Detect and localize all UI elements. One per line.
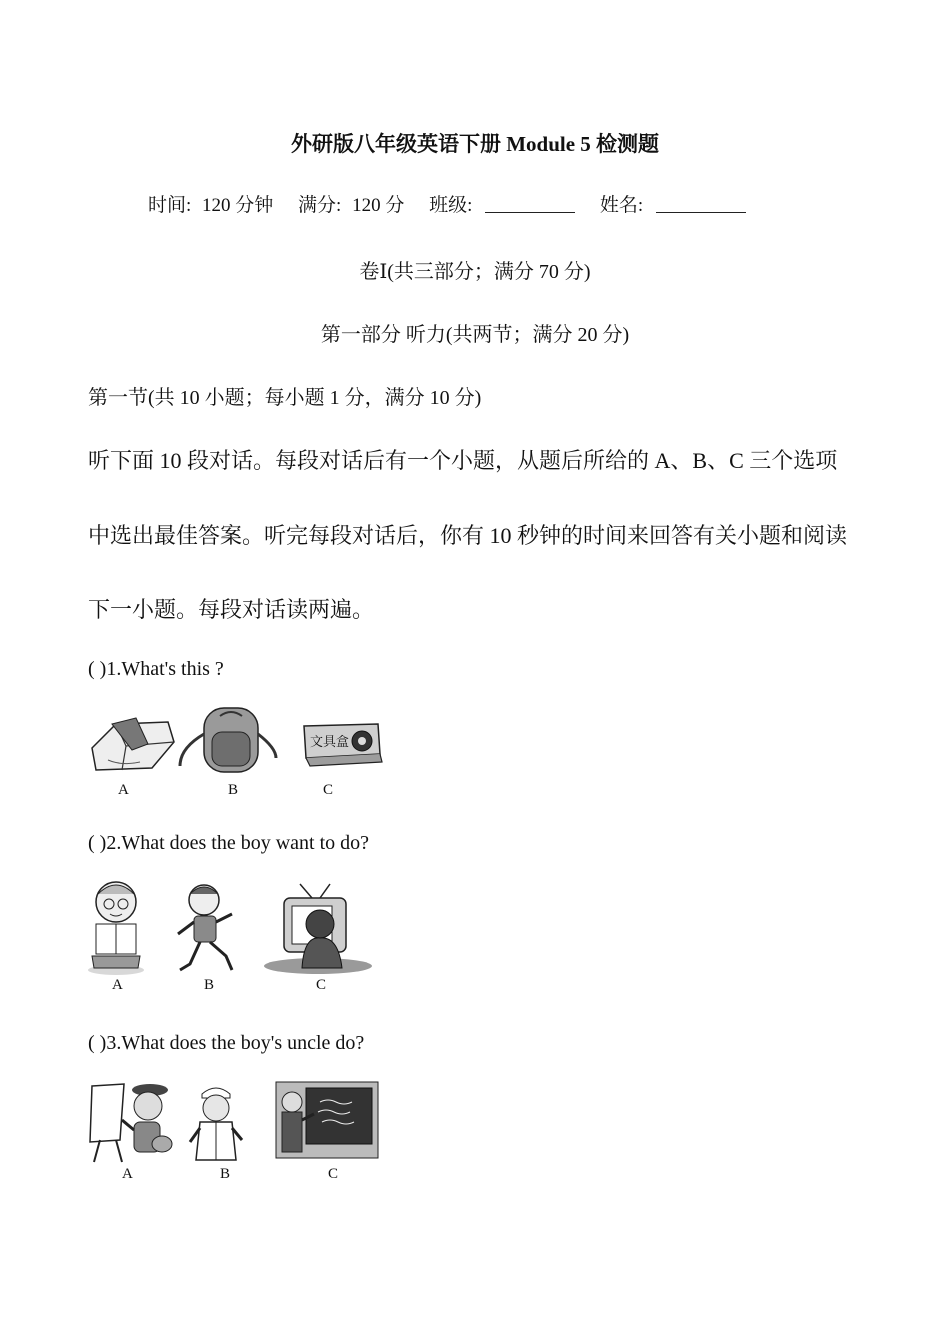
option-label: C bbox=[328, 1166, 339, 1182]
eraser-image bbox=[86, 706, 178, 776]
part-heading: 第一部分 听力(共两节；满分 20 分) bbox=[320, 324, 630, 346]
option-label: B bbox=[204, 977, 215, 993]
score-label: 满分: bbox=[298, 195, 342, 216]
volume-heading: 卷Ⅰ(共三部分；满分 70 分) bbox=[359, 261, 591, 283]
pencil-box-label: 文具盒 bbox=[310, 735, 350, 750]
section-heading: 第一节(共 10 小题；每小题 1 分，满分 10 分) bbox=[88, 387, 482, 409]
watching-tv-image bbox=[260, 880, 374, 976]
backpack-image bbox=[176, 704, 280, 776]
pencil-box-image bbox=[298, 718, 384, 770]
option-label: A bbox=[122, 1166, 133, 1182]
question-3-prompt: ( )3.What does the boy's uncle do? bbox=[88, 1032, 365, 1054]
running-boy-image bbox=[170, 880, 244, 976]
option-label: B bbox=[220, 1166, 231, 1182]
exam-meta bbox=[148, 190, 746, 217]
instruction-line: 中选出最佳答案。听完每段对话后，你有 10 秒钟的时间来回答有关小题和阅读 bbox=[88, 523, 848, 548]
class-blank[interactable] bbox=[485, 194, 575, 213]
name-blank[interactable] bbox=[656, 194, 746, 213]
option-label: A bbox=[118, 782, 129, 798]
doctor-image bbox=[188, 1080, 244, 1164]
reading-man-image bbox=[84, 878, 146, 976]
class-label: 班级: bbox=[429, 195, 473, 216]
name-label: 姓名: bbox=[599, 195, 644, 216]
score-value: 120 分 bbox=[352, 195, 405, 216]
question-2-prompt: ( )2.What does the boy want to do? bbox=[88, 832, 370, 854]
teacher-image bbox=[270, 1080, 380, 1164]
time-label: 时间: bbox=[148, 195, 192, 216]
option-label: B bbox=[228, 782, 239, 798]
option-label: C bbox=[316, 977, 327, 993]
question-1-prompt: ( )1.What's this ? bbox=[88, 658, 224, 680]
option-label: C bbox=[323, 782, 334, 798]
option-label: A bbox=[112, 977, 123, 993]
painter-image bbox=[86, 1080, 174, 1164]
time-value: 120 分钟 bbox=[202, 195, 274, 216]
page-title: 外研版八年级英语下册 Module 5 检测题 bbox=[290, 132, 660, 156]
instruction-line: 下一小题。每段对话读两遍。 bbox=[88, 597, 375, 622]
instruction-line: 听下面 10 段对话。每段对话后有一个小题，从题后所给的 A、B、C 三个选项 bbox=[88, 448, 838, 473]
